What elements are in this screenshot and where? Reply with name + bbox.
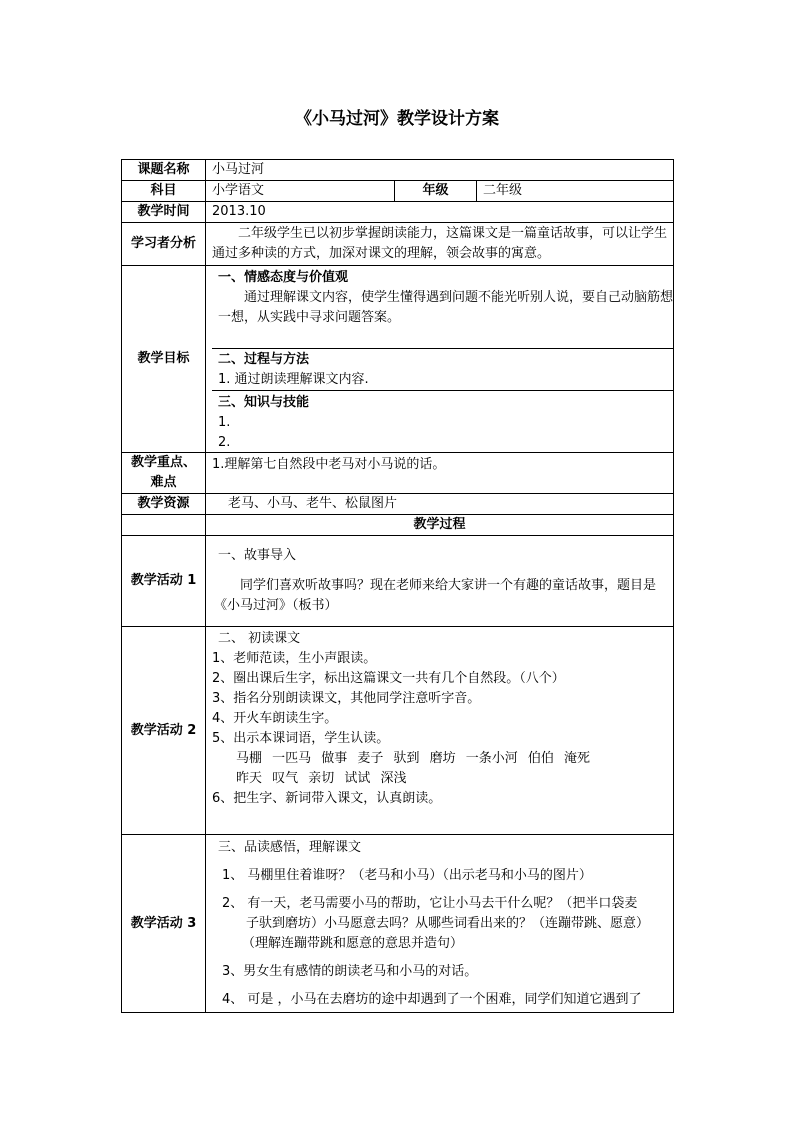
activity-3-item-1: 1、 马棚里住着谁呀？（老马和小马）（出示老马和小马的图片） — [222, 868, 592, 883]
learner-value — [206, 223, 674, 266]
lesson-plan-table — [121, 159, 674, 1013]
activity-2-vocab-1: 马棚 一匹马 做事 麦子 驮到 磨坊 一条小河 伯伯 淹死 — [236, 751, 591, 766]
activity-3-item-2c: （理解连蹦带跳和愿意的意思并造句） — [242, 936, 464, 951]
activity-2-item-3: 3、指名分别朗读课文，其他同学注意听字音。 — [212, 691, 481, 706]
row-key-points — [122, 453, 674, 494]
row-activity-2 — [122, 627, 674, 835]
row-goals — [122, 266, 674, 453]
activity-3-content — [206, 835, 674, 1013]
learner-text: 二年级学生已以初步掌握朗读能力，这篇课文是一篇童话故事，可以让学生通过多种读的方式，加深对课文的理解，领会故事的寓意。 — [212, 226, 668, 261]
time-label: 教学时间 — [122, 202, 206, 223]
activity-2-content — [206, 627, 674, 835]
activity-1-line1: 一、故事导入 — [218, 548, 297, 563]
course-name-label: 课题名称 — [122, 160, 206, 181]
goals-section-3 — [212, 391, 673, 452]
time-value: 2013.10 — [206, 202, 674, 223]
row-subject — [122, 181, 674, 202]
activity-2-head: 二、 初读课文 — [218, 631, 301, 646]
activity-2-label: 教学活动 2 — [122, 627, 206, 835]
resources-label: 教学资源 — [122, 494, 206, 515]
row-activity-3 — [122, 835, 674, 1013]
activity-1-content — [206, 536, 674, 627]
course-name-value: 小马过河 — [206, 160, 674, 181]
activity-3-item-2b: 子驮到磨坊）小马愿意去吗？从哪些词看出来的？（连蹦带跳、愿意） — [246, 916, 650, 931]
row-learner — [122, 223, 674, 266]
process-header-blank — [122, 515, 206, 536]
row-time — [122, 202, 674, 223]
activity-2-item-5: 5、出示本课词语，学生认读。 — [212, 731, 390, 746]
activity-2-item-6: 6、把生字、新词带入课文，认真朗读。 — [212, 791, 442, 806]
subject-value: 小学语文 — [206, 181, 395, 202]
grade-label: 年级 — [395, 181, 477, 202]
activity-3-item-4: 4、 可是 ，小马在去磨坊的途中却遇到了一个困难，同学们知道它遇到了 — [222, 992, 642, 1007]
process-header: 教学过程 — [206, 515, 674, 536]
activity-1-label: 教学活动 1 — [122, 536, 206, 627]
activity-3-head: 三、品读感悟，理解课文 — [218, 840, 362, 855]
goals-label: 教学目标 — [122, 266, 206, 453]
goals-s2-title: 二、过程与方法 — [218, 352, 310, 367]
row-activity-1 — [122, 536, 674, 627]
row-course-name — [122, 160, 674, 181]
resources-value: 老马、小马、老牛、松鼠图片 — [206, 494, 674, 515]
goals-s1-text: 通过理解课文内容，使学生懂得遇到问题不能光听别人说，要自己动脑筋想一想，从实践中寻求问题答案。 — [218, 290, 674, 325]
activity-3-item-3: 3、男女生有感情的朗读老马和小马的对话。 — [222, 964, 478, 979]
goals-s3-item2: 2. — [218, 435, 231, 450]
goals-s3-item1: 1. — [218, 415, 231, 430]
key-points-label-line2: 难点 — [150, 475, 177, 490]
learner-label: 学习者分析 — [122, 223, 206, 266]
goals-s3-title: 三、知识与技能 — [218, 395, 310, 410]
key-points-value: 1.理解第七自然段中老马对小马说的话。 — [206, 453, 674, 494]
page-title: 《小马过河》教学设计方案 — [295, 109, 499, 129]
activity-2-item-1: 1、老师范读，生小声跟读。 — [212, 651, 377, 666]
goals-section-2 — [212, 349, 673, 391]
goals-content — [206, 266, 674, 453]
activity-3-label: 教学活动 3 — [122, 835, 206, 1013]
goals-s1-title: 一、情感态度与价值观 — [218, 270, 349, 285]
activity-2-item-4: 4、开火车朗读生字。 — [212, 711, 338, 726]
grade-value: 二年级 — [477, 181, 674, 202]
goals-s2-item: 1. 通过朗读理解课文内容. — [218, 372, 369, 387]
activity-2-vocab-2: 昨天 叹气 亲切 试试 深浅 — [236, 771, 407, 786]
activity-2-item-2: 2、圈出课后生字，标出这篇课文一共有几个自然段。（八个） — [212, 671, 565, 686]
goals-section-1 — [212, 266, 673, 349]
activity-3-item-2a: 2、 有一天，老马需要小马的帮助，它让小马去干什么呢？（把半口袋麦 — [222, 896, 638, 911]
row-process-header — [122, 515, 674, 536]
key-points-label — [122, 453, 206, 494]
row-resources — [122, 494, 674, 515]
key-points-label-line1: 教学重点、 — [130, 455, 196, 470]
activity-1-line2: 同学们喜欢听故事吗？现在老师来给大家讲一个有趣的童话故事，题目是《小马过河》（板书） — [214, 578, 657, 613]
subject-label: 科目 — [122, 181, 206, 202]
